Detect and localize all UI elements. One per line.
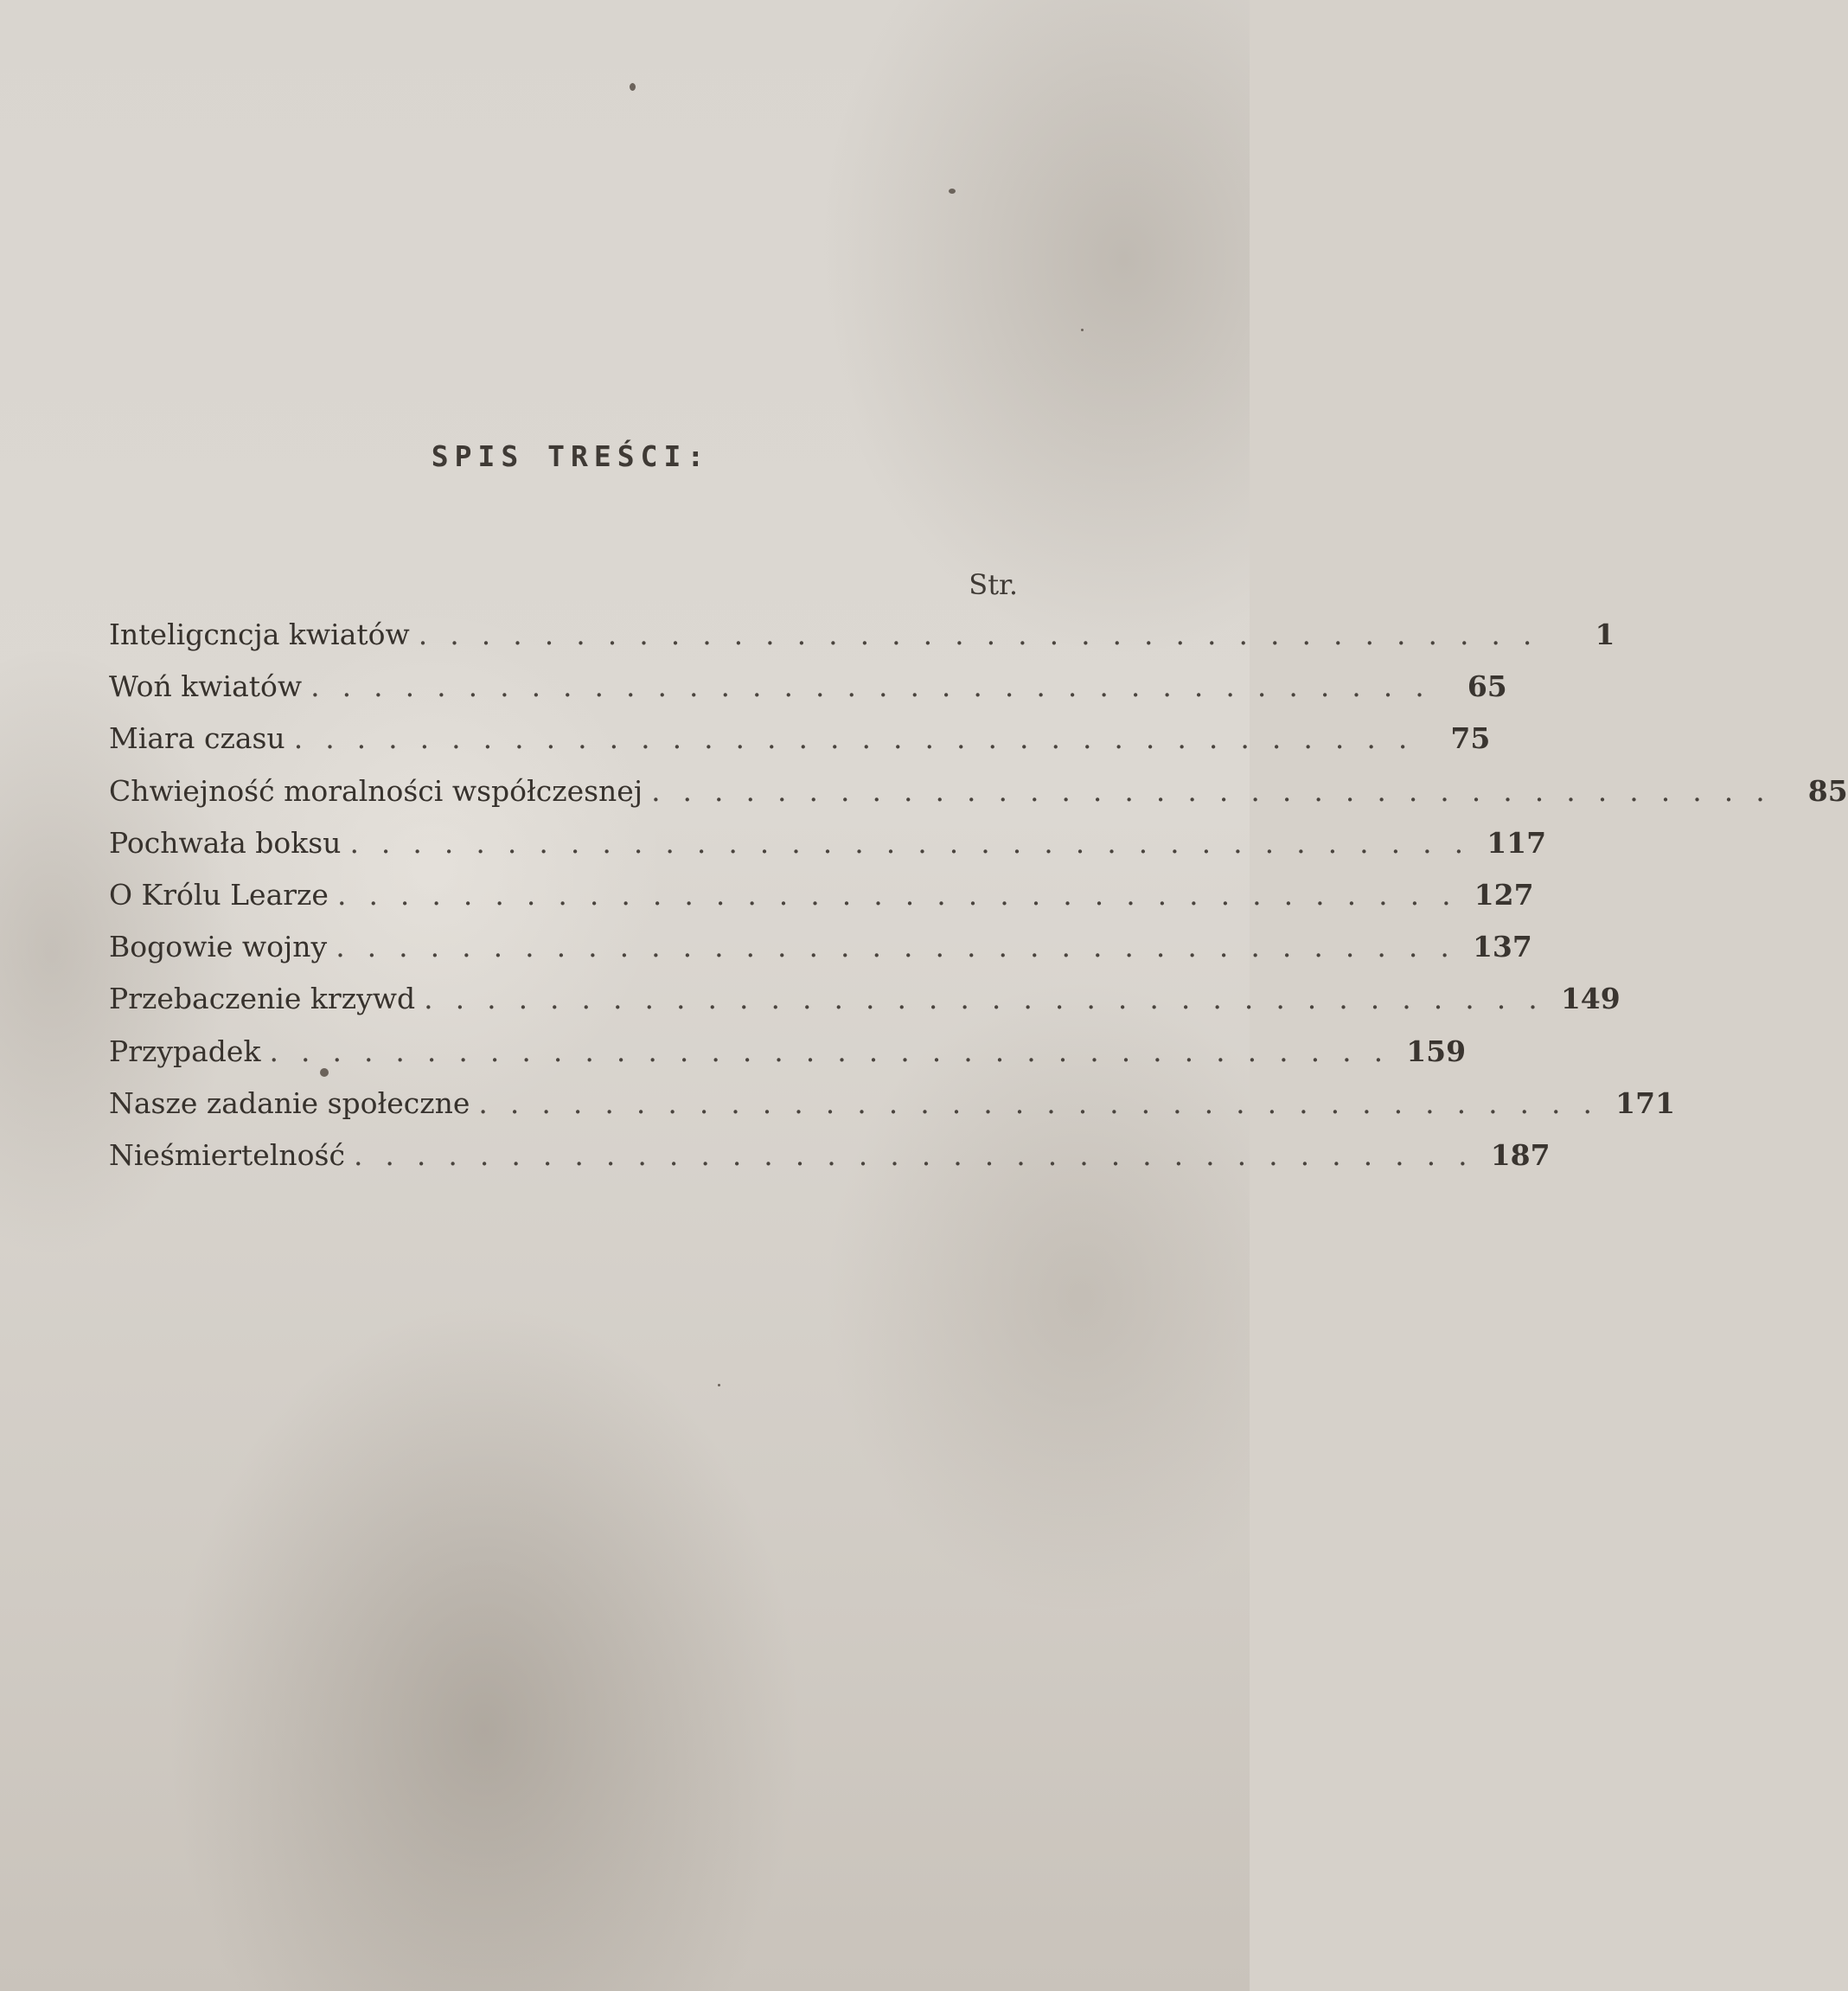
leader-dots: .................................... (424, 982, 1560, 1016)
toc-entry (109, 609, 1615, 661)
toc-entry-page: 171 (1615, 1085, 1676, 1120)
leader-dots: .................................... (336, 877, 1474, 912)
toc-entry-page: 1 (1595, 618, 1615, 651)
leader-dots: .................................... (336, 930, 1472, 964)
toc-entry (109, 973, 1621, 1025)
toc-entry (109, 1130, 1551, 1181)
paper-speck (630, 83, 636, 91)
toc-entry (109, 661, 1507, 713)
toc-entry-page: 159 (1406, 1034, 1467, 1068)
toc-entry (109, 1078, 1676, 1130)
leader-dots: .................................... (418, 618, 1555, 651)
toc-entry-page: 187 (1490, 1137, 1551, 1172)
paper-speck (718, 1384, 720, 1386)
toc-entry (109, 921, 1532, 973)
table-of-contents (109, 609, 1848, 1181)
toc-entry-page: 137 (1472, 930, 1532, 964)
paper-speck (949, 189, 956, 194)
toc-entry-title: Bogowie wojny (109, 930, 328, 964)
toc-entry-page: 127 (1474, 877, 1534, 912)
leader-dots: .................................... (269, 1034, 1406, 1068)
toc-entry (109, 817, 1547, 869)
toc-entry-title: Inteligcncja kwiatów (109, 618, 410, 651)
leader-dots: .................................... (310, 669, 1447, 704)
toc-entry-title: O Królu Learze (109, 877, 329, 912)
toc-entry (109, 869, 1534, 921)
toc-entry-page: 85 (1807, 773, 1848, 808)
toc-entry (109, 765, 1848, 817)
toc-entry-title: Przypadek (109, 1034, 261, 1068)
toc-entry-title: Miara czasu (109, 721, 285, 756)
toc-entry-page: 117 (1487, 825, 1547, 860)
toc-entry-page: 75 (1450, 721, 1491, 756)
toc-entry (109, 713, 1491, 765)
toc-entry-title: Pochwała boksu (109, 825, 342, 860)
toc-entry-title: Woń kwiatów (109, 669, 303, 704)
toc-entry-title: Nasze zadanie społeczne (109, 1085, 470, 1120)
toc-entry (109, 1026, 1467, 1078)
paper-speck (1081, 329, 1084, 331)
page-column-label: Str. (969, 568, 1018, 601)
toc-entry-page: 149 (1560, 982, 1621, 1016)
leader-dots: .................................... (353, 1137, 1490, 1172)
toc-entry-title: Chwiejność moralności współczesnej (109, 773, 643, 808)
leader-dots: .................................... (293, 721, 1430, 756)
leader-dots: .................................... (651, 773, 1787, 808)
toc-entry-title: Przebaczenie krzywd (109, 982, 416, 1016)
leader-dots: .................................... (349, 825, 1487, 860)
leader-dots: .................................... (478, 1085, 1615, 1120)
toc-heading: SPIS TREŚCI: (431, 439, 711, 473)
toc-entry-page: 65 (1467, 669, 1507, 704)
toc-entry-title: Nieśmiertelność (109, 1137, 345, 1172)
